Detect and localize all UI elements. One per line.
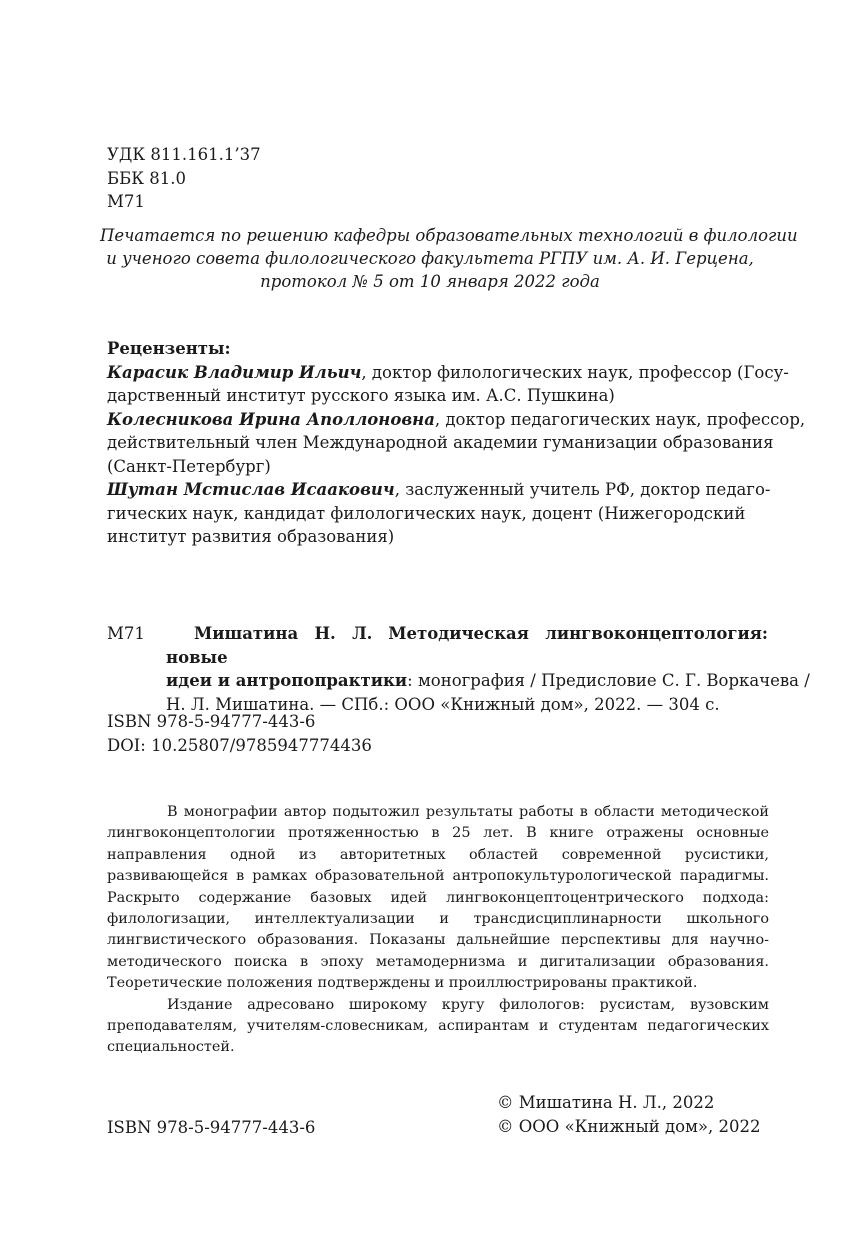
decision-line-1: Печатается по решению кафедры образовательных технологий в филологии — [100, 226, 798, 245]
biblio-responsibility: : монография / Предисловие С. Г. Воркачева / — [407, 671, 810, 690]
biblio-line-2 — [166, 669, 810, 693]
biblio-author: Мишатина Н. Л. — [194, 624, 373, 643]
classification-codes — [107, 143, 261, 214]
biblio-author-mark: М71 — [107, 624, 145, 643]
bibliographic-record — [166, 622, 810, 716]
reviewer-1-details-cont: дарственный институт русского языка им. А.С. Пушкина) — [107, 386, 615, 405]
reviewer-3 — [107, 478, 771, 502]
biblio-title-part-2: идеи и антропопрактики — [166, 671, 408, 690]
copyright-author: © Мишатина Н. Л., 2022 — [497, 1093, 715, 1112]
copyright-block — [497, 1091, 760, 1139]
annotation-paragraph-1: В монографии автор подытожил результаты работы в области методической лингвоконцептологии протяженностью в 25 лет. В книге отражены основные направления одной из авторитетных областей современной русистики, развивающейся в рамках образовательной антропокультурологической парадигмы. Раскрыто содержание базовых идей лингвоконцептоцентрического подхода: филологизации, интеллектуализации и трансдисциплинарности школьного лингвистического образования. Показаны дальнейшие перспективы для научно-методического поиска в эпоху метамодернизма и дигитализации образования. Теоретические положения подтверждены и проиллюстрированы практикой. — [107, 804, 769, 992]
udk-code: УДК 811.161.1’37 — [107, 145, 261, 164]
reviewer-2 — [107, 408, 806, 432]
footer-isbn: ISBN 978-5-94777-443-6 — [107, 1118, 316, 1137]
reviewer-1-details: , доктор филологических наук, профессор (Госу- — [361, 362, 789, 382]
reviewer-3-name: Шутан Мстислав Исаакович — [107, 480, 395, 499]
reviewer-2-details-cont: действительный член Международной академии гуманизации образования — [107, 433, 774, 452]
bbk-code: ББК 81.0 — [107, 168, 187, 188]
reviewer-3-details: , заслуженный учитель РФ, доктор педаго- — [394, 480, 771, 499]
annotation — [107, 802, 769, 1059]
isbn: ISBN 978-5-94777-443-6 — [107, 712, 316, 731]
reviewers-section — [107, 337, 806, 549]
decision-line-3: протокол № 5 от 10 января 2022 года — [260, 272, 600, 291]
biblio-line-1 — [166, 622, 768, 669]
reviewer-1-name: Карасик Владимир Ильич — [107, 362, 362, 382]
author-mark: М71 — [107, 192, 145, 211]
reviewer-2-details-cont: (Санкт-Петербург) — [107, 456, 271, 476]
reviewers-heading: Рецензенты: — [107, 339, 231, 358]
biblio-title-part-1: Методическая лингвоконцептология: новые — [166, 624, 768, 667]
reviewer-1 — [107, 361, 789, 385]
identifiers — [107, 710, 372, 757]
reviewer-2-details: , доктор педагогических наук, профессор, — [434, 409, 806, 429]
doi: DOI: 10.25807/9785947774436 — [107, 735, 372, 755]
reviewer-2-name: Колесникова Ирина Аполлоновна — [107, 409, 435, 429]
copyright-publisher: © ООО «Книжный дом», 2022 — [497, 1117, 761, 1136]
publication-decision — [100, 224, 798, 293]
reviewer-3-details-cont: гических наук, кандидат филологических наук, доцент (Нижегородский — [107, 503, 746, 523]
annotation-paragraph-2: Издание адресовано широкому кругу филологов: русистам, вузовским преподавателям, учителям-словесникам, аспирантам и студентам педагогических специальностей. — [107, 996, 769, 1056]
reviewer-3-details-cont: институт развития образования) — [107, 527, 395, 546]
biblio-line-3: Н. Л. Мишатина. — СПб.: ООО «Книжный дом», 2022. — 304 с. — [166, 694, 720, 714]
decision-line-2: и ученого совета филологического факультета РГПУ им. А. И. Герцена, — [106, 249, 754, 268]
